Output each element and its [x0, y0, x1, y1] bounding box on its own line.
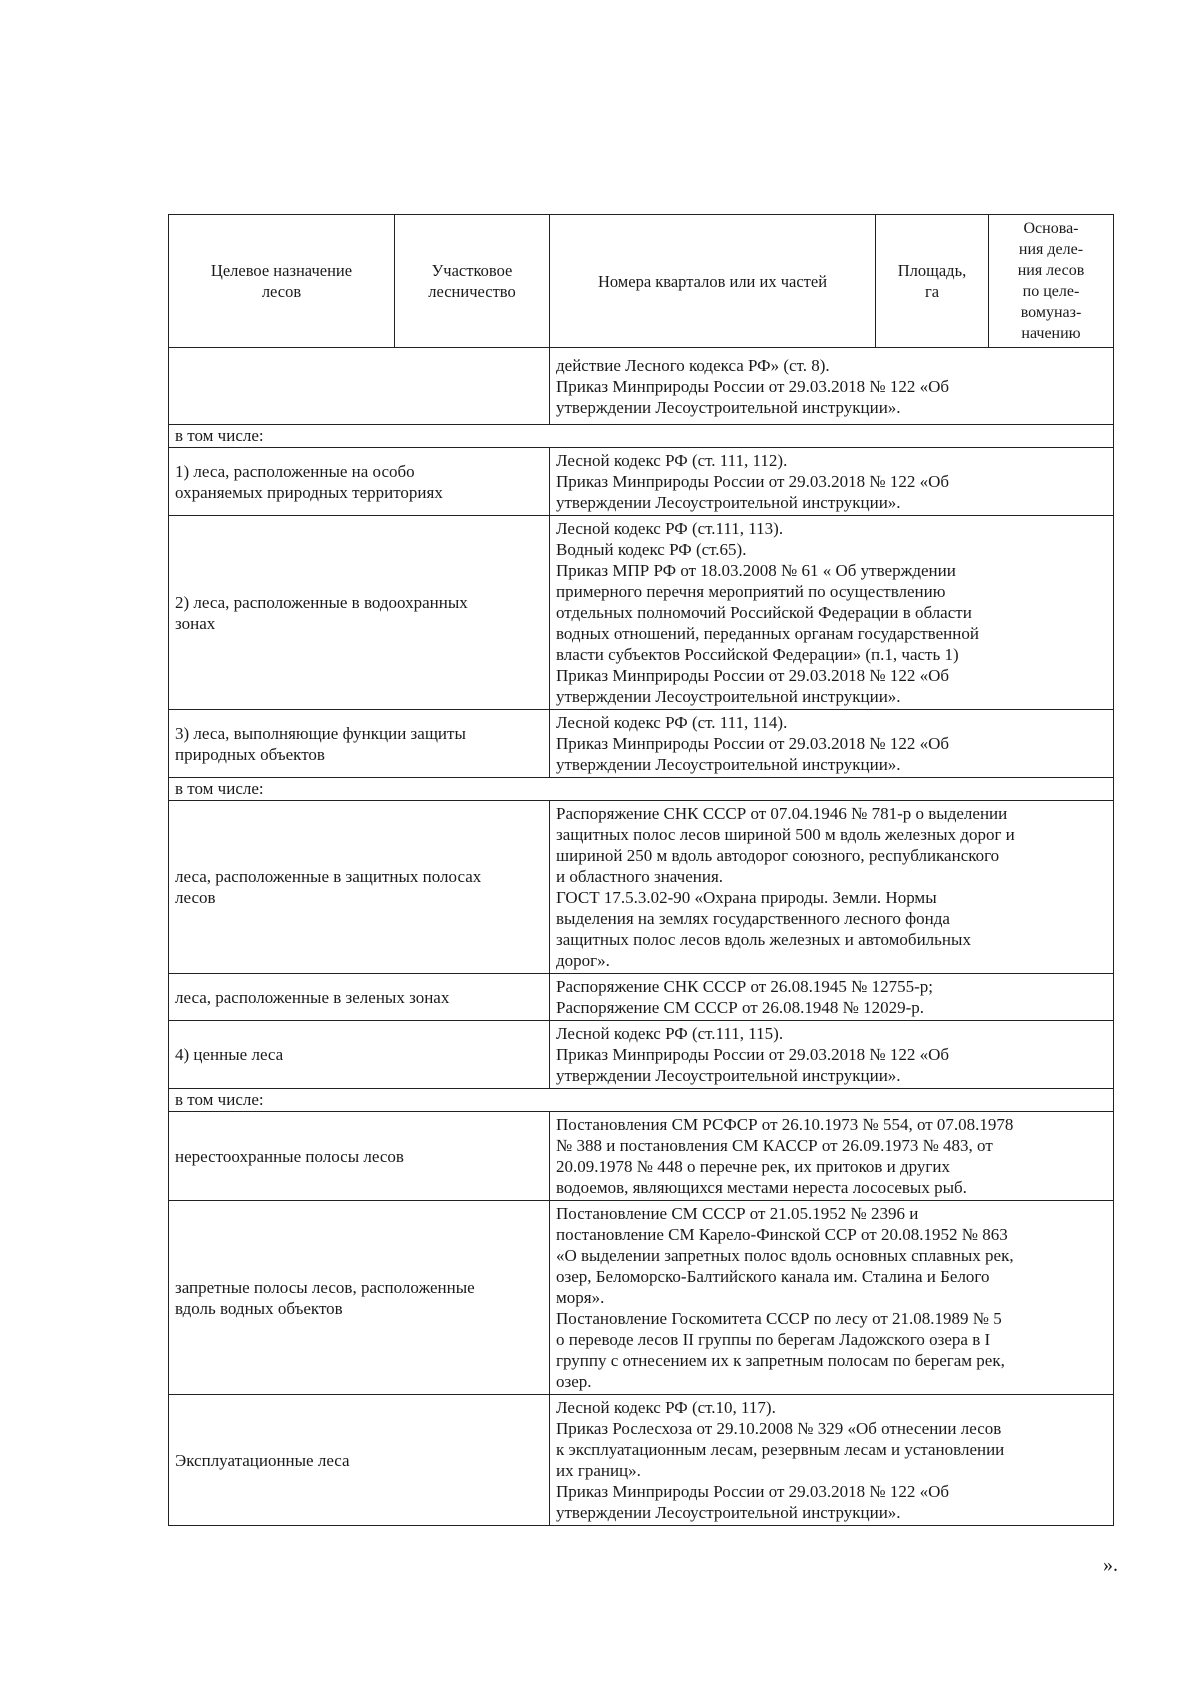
text-line: шириной 250 м вдоль автодорог союзного, республиканского: [556, 846, 1000, 865]
text-line: га: [924, 282, 940, 301]
text-line: Распоряжение СМ СССР от 26.08.1948 № 12029-р.: [556, 998, 925, 1017]
text-line: Номера кварталов или их частей: [597, 271, 828, 291]
text-line: защитных полос лесов шириной 500 м вдоль железных дорог и: [556, 825, 1015, 844]
table-row: [169, 516, 1114, 710]
text-line: нерестоохранные полосы лесов: [175, 1146, 404, 1166]
section-label: в том числе:: [169, 778, 1114, 801]
closing-quote: ».: [1103, 1554, 1118, 1576]
section-row: [169, 425, 1114, 448]
purpose-cell: [169, 1112, 550, 1201]
text-line: леса, расположенные в зеленых зонах: [175, 987, 450, 1007]
text-line: Приказ Рослесхоза от 29.10.2008 № 329 «Об отнесении лесов: [556, 1419, 1002, 1438]
text-line: утверждении Лесоустроительной инструкции».: [556, 755, 901, 774]
text-line: выделения на землях государственного лесного фонда: [556, 909, 950, 928]
text-line: Лесной кодекс РФ (ст.111, 113).: [556, 519, 784, 538]
text-line: 4) ценные леса: [175, 1045, 284, 1064]
text-line: Приказ Минприроды России от 29.03.2018 № 122 «Об: [556, 1482, 950, 1501]
text-line: к эксплуатационным лесам, резервным лесам и установлении: [556, 1440, 1005, 1459]
forest-purpose-table: [168, 214, 1114, 1526]
text-line: Постановления СМ РСФСР от 26.10.1973 № 554, от 07.08.1978: [556, 1115, 1014, 1134]
text-line: лесничество: [428, 282, 516, 301]
table-header-row: [169, 215, 1114, 348]
header-basis: [989, 215, 1114, 348]
purpose-cell: [169, 1021, 550, 1089]
text-line: утверждении Лесоустроительной инструкции».: [556, 687, 901, 706]
text-line: Приказ Минприроды России от 29.03.2018 № 122 «Об: [556, 472, 950, 491]
text-line: зонах: [175, 613, 216, 633]
basis-cell: [550, 710, 1114, 778]
purpose-cell: [169, 801, 550, 974]
text-line: озер, Беломорско-Балтийского канала им. Сталина и Белого: [556, 1267, 990, 1286]
text-line: о переводе лесов II группы по берегам Ладожского озера в I: [556, 1330, 991, 1349]
table-row: [169, 801, 1114, 974]
text-line: Приказ Минприроды России от 29.03.2018 № 122 «Об: [556, 666, 950, 685]
text-line: Лесной кодекс РФ (ст.111, 115).: [556, 1024, 784, 1043]
section-label: в том числе:: [169, 425, 1114, 448]
text-line: Основа-: [1023, 220, 1079, 237]
text-line: моря».: [556, 1288, 605, 1307]
purpose-cell: [169, 516, 550, 710]
basis-cell: [550, 516, 1114, 710]
section-row: [169, 1089, 1114, 1112]
basis-cell: [550, 801, 1114, 974]
text-line: природных объектов: [175, 744, 325, 764]
section-row: [169, 778, 1114, 801]
section-label: в том числе:: [169, 1089, 1114, 1112]
header-purpose: [169, 215, 395, 348]
text-line: Лесной кодекс РФ (ст.10, 117).: [556, 1398, 776, 1417]
text-line: действие Лесного кодекса РФ» (ст. 8).: [556, 355, 830, 375]
text-line: Распоряжение СНК СССР от 26.08.1945 № 12755-р;: [556, 977, 934, 996]
table-row: [169, 448, 1114, 516]
text-line: вомуназ-: [1020, 304, 1082, 321]
text-line: Приказ МПР РФ от 18.03.2008 № 61 « Об утверждении: [556, 561, 956, 580]
text-line: озер.: [556, 1372, 592, 1391]
text-line: Участковое: [431, 261, 513, 280]
text-line: примерного перечня мероприятий по осуществлению: [556, 582, 946, 601]
table-row: [169, 1201, 1114, 1395]
table-row: [169, 974, 1114, 1021]
text-line: Целевое назначение: [210, 261, 353, 280]
text-line: Лесной кодекс РФ (ст. 111, 114).: [556, 713, 788, 732]
table-row: [169, 1021, 1114, 1089]
text-line: ния деле-: [1018, 241, 1084, 258]
purpose-cell: [169, 710, 550, 778]
purpose-cell: [169, 1395, 550, 1526]
text-line: начению: [1021, 325, 1081, 342]
header-area: [876, 215, 989, 348]
text-line: 3) леса, выполняющие функции защиты: [175, 723, 466, 743]
basis-cell: [550, 1021, 1114, 1089]
text-line: 20.09.1978 № 448 о перечне рек, их притоков и других: [556, 1157, 950, 1176]
text-line: № 388 и постановления СМ КАССР от 26.09.1973 № 483, от: [556, 1136, 993, 1155]
text-line: Эксплуатационные леса: [175, 1450, 350, 1470]
basis-cell: [550, 1395, 1114, 1526]
table-row: [169, 1112, 1114, 1201]
text-line: постановление СМ Карело-Финской ССР от 20.08.1952 № 863: [556, 1225, 1008, 1244]
basis-cell: [550, 448, 1114, 516]
text-line: ния лесов: [1017, 262, 1085, 279]
table-row: [169, 710, 1114, 778]
text-line: леса, расположенные в защитных полосах: [175, 867, 482, 886]
text-line: лесов: [175, 888, 216, 907]
header-forestry: [395, 215, 550, 348]
continuation-purpose-cell: [169, 348, 550, 425]
text-line: по целе-: [1022, 283, 1080, 300]
basis-cell: [550, 1112, 1114, 1201]
text-line: Приказ Минприроды России от 29.03.2018 № 122 «Об: [556, 376, 950, 396]
purpose-cell: [169, 974, 550, 1021]
text-line: Постановление СМ СССР от 21.05.1952 № 2396 и: [556, 1204, 919, 1223]
text-line: группу с отнесением их к запретным полосам по берегам рек,: [556, 1351, 1005, 1370]
text-line: и областного значения.: [556, 867, 724, 886]
text-line: их границ».: [556, 1461, 641, 1480]
text-line: лесов: [261, 282, 302, 301]
header-quarters: [550, 215, 876, 348]
text-line: Водный кодекс РФ (ст.65).: [556, 540, 747, 559]
text-line: «О выделении запретных полос вдоль основных сплавных рек,: [556, 1246, 1014, 1265]
purpose-cell: [169, 1201, 550, 1395]
text-line: вдоль водных объектов: [175, 1298, 343, 1318]
text-line: Распоряжение СНК СССР от 07.04.1946 № 781-р о выделении: [556, 804, 1008, 823]
purpose-cell: [169, 448, 550, 516]
text-line: водоемов, являющихся местами нереста лососевых рыб.: [556, 1178, 967, 1197]
text-line: утверждении Лесоустроительной инструкции».: [556, 1503, 901, 1522]
text-line: отдельных полномочий Российской Федерации в области: [556, 603, 972, 622]
text-line: водных отношений, переданных органам государственной: [556, 624, 979, 643]
text-line: Приказ Минприроды России от 29.03.2018 № 122 «Об: [556, 734, 950, 753]
basis-cell: [550, 1201, 1114, 1395]
text-line: утверждении Лесоустроительной инструкции».: [556, 397, 901, 417]
text-line: защитных полос лесов вдоль железных и автомобильных: [556, 930, 971, 949]
text-line: запретные полосы лесов, расположенные: [175, 1277, 475, 1297]
text-line: власти субъектов Российской Федерации» (п.1, часть 1): [556, 645, 959, 664]
text-line: 2) леса, расположенные в водоохранных: [175, 592, 468, 612]
text-line: Площадь,: [897, 261, 967, 280]
text-line: дорог».: [556, 951, 610, 970]
text-line: Приказ Минприроды России от 29.03.2018 № 122 «Об: [556, 1045, 950, 1064]
text-line: охраняемых природных территориях: [175, 482, 443, 502]
continuation-basis-cell: [550, 348, 1114, 425]
text-line: Постановление Госкомитета СССР по лесу от 21.08.1989 № 5: [556, 1309, 1002, 1328]
table-row: [169, 1395, 1114, 1526]
text-line: утверждении Лесоустроительной инструкции».: [556, 493, 901, 512]
text-line: ГОСТ 17.5.3.02-90 «Охрана природы. Земли. Нормы: [556, 888, 937, 907]
text-line: утверждении Лесоустроительной инструкции».: [556, 1066, 901, 1085]
text-line: 1) леса, расположенные на особо: [175, 461, 415, 481]
text-line: Лесной кодекс РФ (ст. 111, 112).: [556, 451, 788, 470]
basis-cell: [550, 974, 1114, 1021]
table-row-continuation: [169, 348, 1114, 425]
